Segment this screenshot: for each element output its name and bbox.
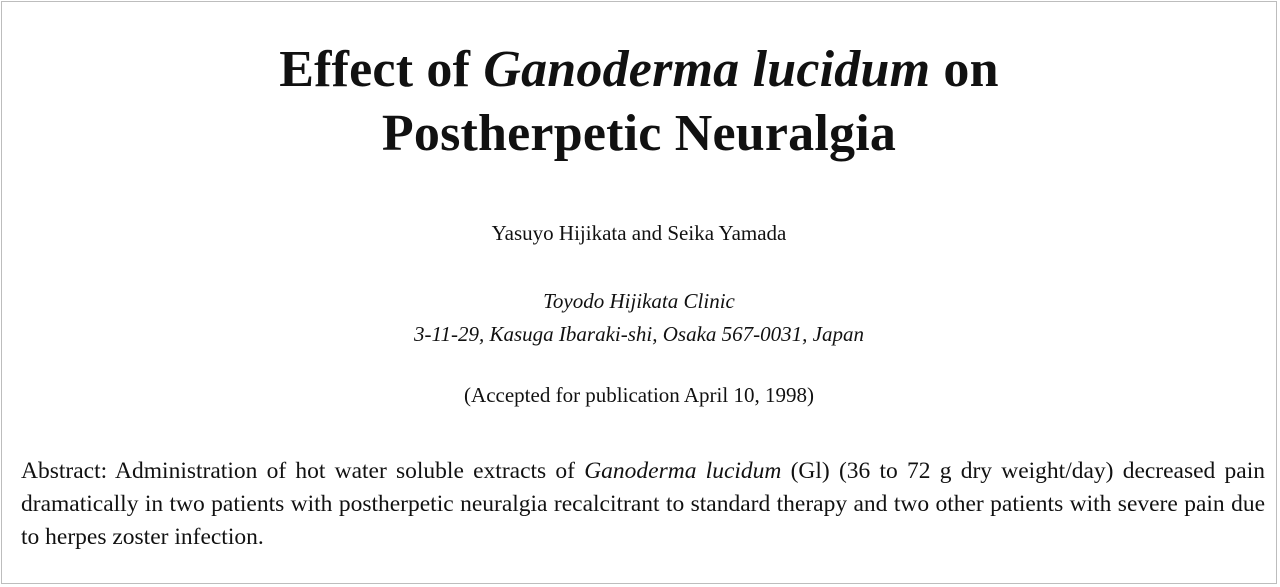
abstract <box>21 455 1265 554</box>
paper-title <box>2 38 1276 166</box>
affiliation-address: 3-11-29, Kasuga Ibaraki-shi, Osaka 567-0031, Japan <box>414 322 864 346</box>
title-text-end: on <box>930 41 999 98</box>
title-text-start: Effect of <box>279 41 484 98</box>
abstract-lead: Abstract: Administration of hot water soluble extracts of <box>21 458 585 484</box>
title-line-2: Postherpetic Neuralgia <box>381 105 897 162</box>
affiliation-institution: Toyodo Hijikata Clinic <box>543 289 735 313</box>
title-species-name: Ganoderma lucidum <box>483 41 931 98</box>
abstract-species-name: Ganoderma lucidum <box>584 458 782 484</box>
paper-page <box>1 1 1277 584</box>
acceptance-date: (Accepted for publication April 10, 1998) <box>464 383 814 407</box>
author-list: Yasuyo Hijikata and Seika Yamada <box>491 221 787 245</box>
abstract-body: (Gl) (36 to 72 g dry weight/day) decreased pain dramatically in two patients with postherpetic neuralgia recalcitrant to standard therapy and two other patients with severe pain due to herpes zoster infection. <box>21 458 1265 550</box>
affiliation <box>2 285 1276 351</box>
